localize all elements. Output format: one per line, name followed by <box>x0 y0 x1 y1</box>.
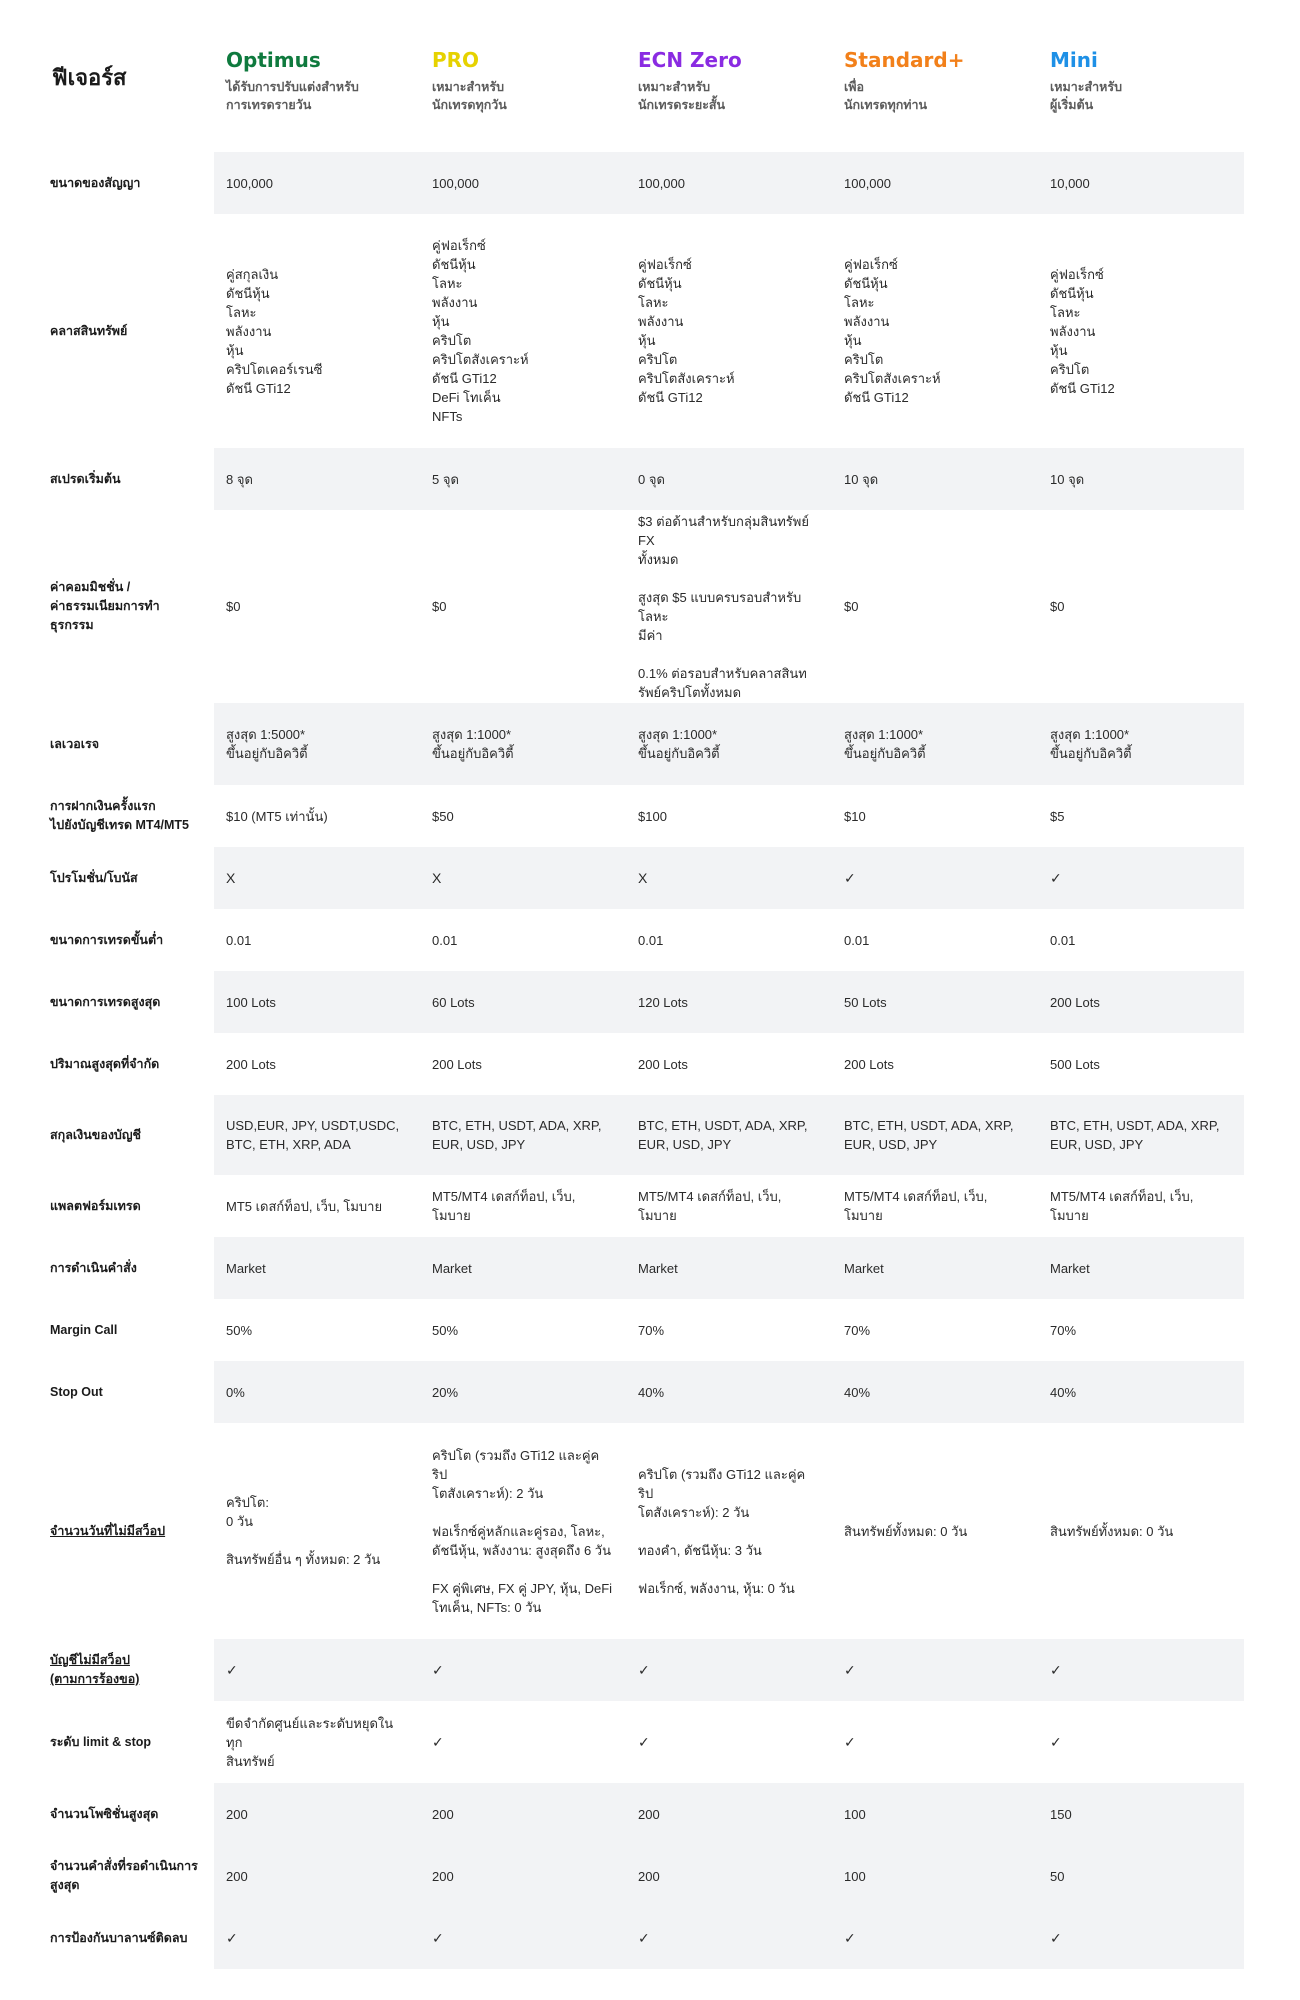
row-label: ระดับ limit & stop <box>42 1701 214 1783</box>
cell-optimus: คู่สกุลเงิน ดัชนีหุ้น โลหะ พลังงาน หุ้น คริปโตเคอร์เรนซี ดัชนี GTi12 <box>226 266 323 396</box>
row-label: ขนาดการเทรดสูงสุด <box>42 971 214 1033</box>
cell-ecn-zero: คู่ฟอเร็กซ์ ดัชนีหุ้น โลหะ พลังงาน หุ้น คริปโต คริปโตสังเคราะห์ ดัชนี GTi12 <box>638 257 735 405</box>
cell-standard-plus: 100,000 <box>832 152 1038 214</box>
cell-pro: ✓ <box>432 1733 444 1750</box>
cell-mini: MT5/MT4 เดสก์ท็อป, เว็บ, โมบาย <box>1050 1189 1194 1223</box>
cell-optimus: ✓ <box>214 1907 420 1969</box>
cell-pro: MT5/MT4 เดสก์ท็อป, เว็บ, โมบาย <box>432 1189 576 1223</box>
cell-standard-plus: 0.01 <box>844 932 870 948</box>
cell-mini: ✓ <box>1038 1907 1244 1969</box>
row-label: ขนาดของสัญญา <box>42 152 214 214</box>
cell-ecn-zero: ✓ <box>626 1639 832 1701</box>
cell-pro: คู่ฟอเร็กซ์ ดัชนีหุ้น โลหะ พลังงาน หุ้น คริปโต คริปโตสังเคราะห์ ดัชนี GTi12 DeFi โทเค็น NFTs <box>432 238 529 424</box>
cell-standard-plus: 50 Lots <box>832 971 1038 1033</box>
row-account-currencies <box>42 1095 1244 1175</box>
row-limit-stop-levels <box>42 1701 1244 1783</box>
cell-mini: คู่ฟอเร็กซ์ ดัชนีหุ้น โลหะ พลังงาน หุ้น คริปโต ดัชนี GTi12 <box>1050 266 1115 396</box>
cell-pro: Market <box>420 1237 626 1299</box>
cell-pro: $50 <box>432 808 454 824</box>
features-header <box>42 34 214 152</box>
row-promotion-bonus <box>42 847 1244 909</box>
row-max-trade-size <box>42 971 1244 1033</box>
row-label: ปริมาณสูงสุดที่จำกัด <box>42 1033 214 1095</box>
cell-mini: สินทรัพย์ทั้งหมด: 0 วัน <box>1050 1523 1174 1539</box>
cell-mini: 40% <box>1038 1361 1244 1423</box>
cell-pro: 5 จุด <box>420 448 626 510</box>
account-header-ecn-zero <box>626 34 832 152</box>
row-label: เลเวอเรจ <box>42 703 214 785</box>
cell-ecn-zero: ✓ <box>638 1733 650 1750</box>
row-label: ค่าคอมมิชชั่น / ค่าธรรมเนียมการทำธุรกรรม <box>42 510 214 703</box>
cell-standard-plus: 40% <box>832 1361 1038 1423</box>
row-contract-size <box>42 152 1244 214</box>
account-name: Standard+ <box>844 48 965 72</box>
cell-ecn-zero: สูงสุด 1:1000* ขึ้นอยู่กับอิควิตี้ <box>626 703 832 785</box>
cell-mini: สูงสุด 1:1000* ขึ้นอยู่กับอิควิตี้ <box>1038 703 1244 785</box>
cell-ecn-zero: 0 จุด <box>626 448 832 510</box>
cell-optimus: USD,EUR, JPY, USDT,USDC, BTC, ETH, XRP, ADA <box>214 1095 420 1175</box>
cell-standard-plus: 100 <box>832 1783 1038 1845</box>
cell-mini: $0 <box>1050 599 1065 614</box>
cell-pro: 200 <box>420 1783 626 1845</box>
cell-ecn-zero: 0.01 <box>638 932 664 948</box>
cell-standard-plus: สูงสุด 1:1000* ขึ้นอยู่กับอิควิตี้ <box>832 703 1038 785</box>
account-subtitle: เพื่อ นักเทรดทุกท่าน <box>844 80 928 112</box>
cell-standard-plus: MT5/MT4 เดสก์ท็อป, เว็บ, โมบาย <box>844 1189 988 1223</box>
cell-ecn-zero: 70% <box>638 1322 665 1338</box>
cell-ecn-zero: 40% <box>626 1361 832 1423</box>
account-header-optimus <box>214 34 420 152</box>
cell-standard-plus: สินทรัพย์ทั้งหมด: 0 วัน <box>844 1523 968 1539</box>
cell-pro: ✓ <box>420 1907 626 1969</box>
row-margin-call <box>42 1299 1244 1361</box>
cell-pro: 200 Lots <box>432 1056 482 1072</box>
row-label: โปรโมชั่น/โบนัส <box>42 847 214 909</box>
row-label: สกุลเงินของบัญชี <box>42 1095 214 1175</box>
cell-standard-plus: ✓ <box>832 1639 1038 1701</box>
cell-pro: 20% <box>420 1361 626 1423</box>
cell-standard-plus: ✓ <box>832 847 1038 909</box>
cell-mini: Market <box>1038 1237 1244 1299</box>
account-subtitle: เหมาะสำหรับ ผู้เริ่มต้น <box>1050 80 1123 112</box>
cell-optimus: สูงสุด 1:5000* ขึ้นอยู่กับอิควิตี้ <box>214 703 420 785</box>
row-label: จำนวนโพซิชั่นสูงสุด <box>42 1783 214 1845</box>
cell-ecn-zero: X <box>626 847 832 909</box>
cell-standard-plus: $10 <box>844 808 866 824</box>
cell-pro: 200 <box>420 1845 626 1907</box>
row-swap-free-account <box>42 1639 1244 1701</box>
row-label: จำนวนคำสั่งที่รอดำเนินการ สูงสุด <box>42 1845 214 1907</box>
row-execution <box>42 1237 1244 1299</box>
row-negative-balance-protection <box>42 1907 1244 1969</box>
cell-ecn-zero: 100,000 <box>626 152 832 214</box>
cell-ecn-zero: MT5/MT4 เดสก์ท็อป, เว็บ, โมบาย <box>638 1189 782 1223</box>
row-label-link[interactable]: จำนวนวันที่ไม่มีสว็อป <box>42 1423 214 1639</box>
row-max-positions <box>42 1783 1244 1845</box>
cell-optimus: Market <box>214 1237 420 1299</box>
cell-optimus: 100 Lots <box>214 971 420 1033</box>
cell-optimus: 200 <box>214 1845 420 1907</box>
cell-pro: X <box>420 847 626 909</box>
row-leverage <box>42 703 1244 785</box>
cell-ecn-zero: 200 Lots <box>638 1056 688 1072</box>
account-name: Optimus <box>226 48 321 72</box>
cell-pro: BTC, ETH, USDT, ADA, XRP, EUR, USD, JPY <box>420 1095 626 1175</box>
account-name: PRO <box>432 48 480 72</box>
cell-ecn-zero: ✓ <box>626 1907 832 1969</box>
cell-ecn-zero: BTC, ETH, USDT, ADA, XRP, EUR, USD, JPY <box>626 1095 832 1175</box>
row-label: การดำเนินคำสั่ง <box>42 1237 214 1299</box>
row-stop-out <box>42 1361 1244 1423</box>
cell-optimus: 100,000 <box>214 152 420 214</box>
row-max-pending-orders <box>42 1845 1244 1907</box>
cell-mini: 0.01 <box>1050 932 1076 948</box>
cell-pro: ✓ <box>420 1639 626 1701</box>
cell-standard-plus: ✓ <box>844 1733 856 1750</box>
cell-optimus: ✓ <box>214 1639 420 1701</box>
cell-standard-plus: Market <box>832 1237 1038 1299</box>
cell-mini: ✓ <box>1038 847 1244 909</box>
cell-standard-plus: 70% <box>844 1322 871 1338</box>
cell-ecn-zero: Market <box>626 1237 832 1299</box>
cell-pro: 100,000 <box>420 152 626 214</box>
cell-mini: BTC, ETH, USDT, ADA, XRP, EUR, USD, JPY <box>1038 1095 1244 1175</box>
account-subtitle: เหมาะสำหรับ นักเทรดทุกวัน <box>432 80 507 112</box>
cell-optimus: ขีดจำกัดศูนย์และระดับหยุดในทุก สินทรัพย์ <box>226 1715 394 1769</box>
cell-ecn-zero: 120 Lots <box>626 971 832 1033</box>
comparison-body <box>42 152 1244 1969</box>
row-swap-free-days <box>42 1423 1244 1639</box>
cell-standard-plus: คู่ฟอเร็กซ์ ดัชนีหุ้น โลหะ พลังงาน หุ้น คริปโต คริปโตสังเคราะห์ ดัชนี GTi12 <box>844 257 941 405</box>
row-label: แพลตฟอร์มเทรด <box>42 1175 214 1237</box>
cell-ecn-zero: $3 ต่อด้านสำหรับกลุ่มสินทรัพย์ FX ทั้งหมด สูงสุด $5 แบบครบรอบสำหรับโลหะ มีค่า 0.1% ต่อรอบสำหรับคลาสสินท รัพย์คริปโตทั้งหมด <box>638 513 809 700</box>
cell-ecn-zero: $100 <box>638 808 667 824</box>
cell-standard-plus: 10 จุด <box>832 448 1038 510</box>
cell-ecn-zero: 200 <box>626 1783 832 1845</box>
cell-optimus: X <box>214 847 420 909</box>
account-header-pro <box>420 34 626 152</box>
account-subtitle: ได้รับการปรับแต่งสำหรับ การเทรดรายวัน <box>226 80 359 112</box>
cell-optimus: 0% <box>214 1361 420 1423</box>
account-name: Mini <box>1050 48 1098 72</box>
row-label: Stop Out <box>42 1361 214 1423</box>
row-label-link[interactable]: บัญชีไม่มีสว็อป (ตามการร้องขอ) <box>42 1639 214 1701</box>
header-row <box>42 34 1244 152</box>
cell-ecn-zero: 200 <box>626 1845 832 1907</box>
cell-optimus: $0 <box>226 599 241 614</box>
cell-optimus: 50% <box>226 1322 253 1338</box>
row-first-deposit <box>42 785 1244 847</box>
cell-pro: 60 Lots <box>420 971 626 1033</box>
row-spread <box>42 448 1244 510</box>
cell-standard-plus: BTC, ETH, USDT, ADA, XRP, EUR, USD, JPY <box>832 1095 1038 1175</box>
cell-mini: ✓ <box>1038 1639 1244 1701</box>
row-label: สเปรดเริ่มต้น <box>42 448 214 510</box>
row-label: ขนาดการเทรดขั้นต่ำ <box>42 909 214 971</box>
row-trading-platform <box>42 1175 1244 1237</box>
cell-standard-plus: ✓ <box>832 1907 1038 1969</box>
row-asset-classes <box>42 214 1244 448</box>
row-label: Margin Call <box>42 1299 214 1361</box>
cell-mini: 70% <box>1050 1322 1077 1338</box>
cell-mini: 10 จุด <box>1038 448 1244 510</box>
cell-mini: 500 Lots <box>1050 1056 1100 1072</box>
cell-mini: $5 <box>1050 808 1065 824</box>
cell-optimus: $10 (MT5 เท่านั้น) <box>226 808 328 824</box>
cell-mini: 50 <box>1038 1845 1244 1907</box>
cell-optimus: 0.01 <box>226 932 252 948</box>
account-subtitle: เหมาะสำหรับ นักเทรดระยะสั้น <box>638 80 726 112</box>
cell-mini: 150 <box>1038 1783 1244 1845</box>
cell-standard-plus: 200 Lots <box>844 1056 894 1072</box>
row-label: คลาสสินทรัพย์ <box>42 214 214 448</box>
features-title: ฟีเจอร์ส <box>52 65 127 90</box>
cell-optimus: 8 จุด <box>214 448 420 510</box>
row-label: การป้องกันบาลานซ์ติดลบ <box>42 1907 214 1969</box>
cell-optimus: 200 Lots <box>226 1056 276 1072</box>
cell-mini: 10,000 <box>1038 152 1244 214</box>
cell-pro: คริปโต (รวมถึง GTi12 และคู่คริป โตสังเคราะห์): 2 วัน ฟอเร็กซ์คู่หลักและคู่รอง, โลหะ, ดัชนีหุ้น, พลังงาน: สูงสุดถึง 6 วัน FX คู่พิเศษ, FX คู่ JPY, หุ้น, DeFi โทเค็น, NFTs: 0 วัน <box>432 1447 613 1615</box>
cell-optimus: คริปโต: 0 วัน สินทรัพย์อื่น ๆ ทั้งหมด: 2 วัน <box>226 1495 381 1567</box>
cell-pro: สูงสุด 1:1000* ขึ้นอยู่กับอิควิตี้ <box>420 703 626 785</box>
account-comparison-table <box>42 34 1244 1969</box>
cell-pro: 50% <box>432 1322 459 1338</box>
cell-optimus: MT5 เดสก์ท็อป, เว็บ, โมบาย <box>226 1198 383 1214</box>
row-commission <box>42 510 1244 703</box>
account-header-mini <box>1038 34 1244 152</box>
cell-standard-plus: $0 <box>844 599 859 614</box>
account-header-standard-plus <box>832 34 1038 152</box>
cell-mini: 200 Lots <box>1038 971 1244 1033</box>
account-name: ECN Zero <box>638 48 742 72</box>
cell-ecn-zero: คริปโต (รวมถึง GTi12 และคู่คริป โตสังเคราะห์): 2 วัน ทองคำ, ดัชนีหุ้น: 3 วัน ฟอเร็กซ์, พลังงาน, หุ้น: 0 วัน <box>638 1466 806 1596</box>
cell-pro: $0 <box>432 599 447 614</box>
row-max-volume-limit <box>42 1033 1244 1095</box>
row-min-trade-size <box>42 909 1244 971</box>
cell-standard-plus: 100 <box>832 1845 1038 1907</box>
cell-pro: 0.01 <box>432 932 458 948</box>
row-label: การฝากเงินครั้งแรก ไปยังบัญชีเทรด MT4/MT5 <box>42 785 214 847</box>
cell-mini: ✓ <box>1050 1733 1062 1750</box>
cell-optimus: 200 <box>214 1783 420 1845</box>
